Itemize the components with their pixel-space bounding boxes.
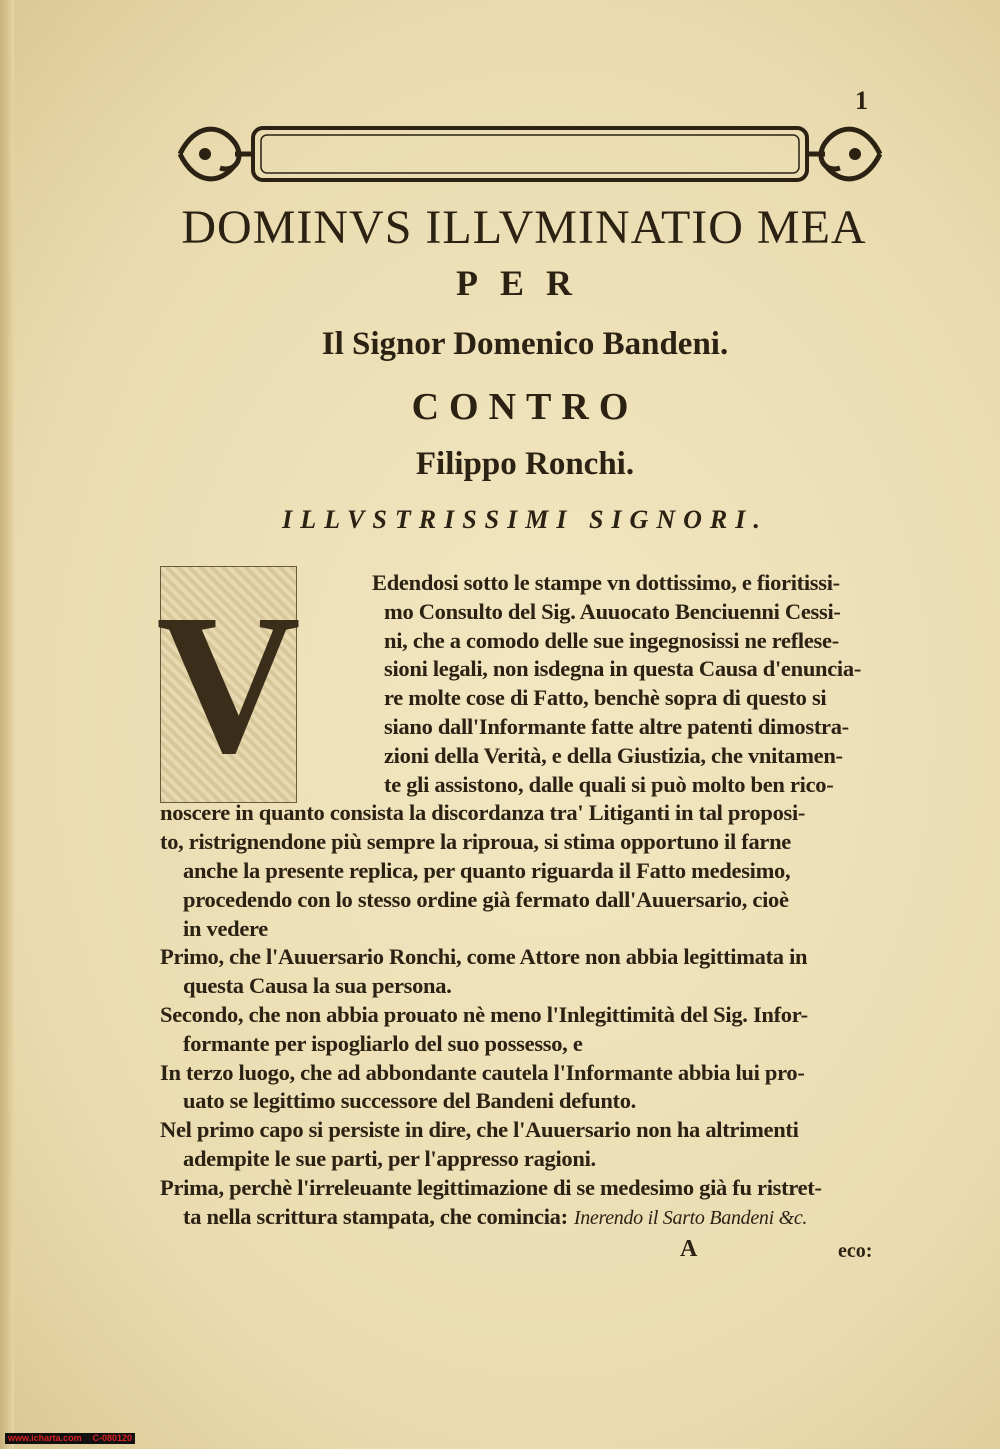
text-line: sioni legali, non isdegna in questa Causa d'enuncia- (384, 656, 862, 682)
text-line: Edendosi sotto le stampe vn dottissimo, e fioritissi- (372, 570, 840, 595)
text-line: siano dall'Informante fatte altre patenti dimostra- (384, 714, 849, 739)
text-line: questa Causa la sua persona. (183, 973, 452, 999)
text-line: noscere in quanto consista la discordanza tra' Litiganti in tal proposi- (160, 800, 806, 826)
text-line: In terzo luogo, che ad abbondante cautela l'Informante abbia lui pro- (160, 1059, 805, 1085)
text-line: adempite le sue parti, per l'appresso ragioni. (183, 1146, 596, 1171)
party-one: Il Signor Domenico Bandeni. (321, 326, 729, 362)
text-line (183, 1204, 807, 1231)
footer-code: C-080120 (92, 1433, 132, 1443)
text-line: in vedere (183, 915, 268, 941)
text-line: ni, che a comodo delle sue ingegnosissi ne reflese- (384, 627, 839, 653)
text-line: Prima, perchè l'irreleuante legittimazione di se medesimo già fu ristret- (160, 1174, 822, 1200)
text-line: procedendo con lo stesso ordine già fermato dall'Auuersario, cioè (183, 886, 789, 912)
text-line: Secondo, che non abbia prouato nè meno l'Inlegittimità del Sig. Infor- (160, 1002, 808, 1027)
signature-mark: A (680, 1236, 698, 1262)
footer-site: www.icharta.com (8, 1433, 82, 1443)
per-heading: PER (456, 263, 594, 303)
text-line: te gli assistono, dalle quali si può molto ben rico- (384, 771, 834, 797)
text-line: to, ristrignendone più sempre la riproua, si stima opportuno il farne (160, 829, 791, 855)
page-number: 1 (855, 86, 868, 115)
party-two: Filippo Ronchi. (415, 446, 635, 482)
text-line: mo Consulto del Sig. Auuocato Benciuenni Cessi- (384, 598, 841, 624)
text-line: formante per ispogliarlo del suo possesso, e (183, 1030, 583, 1056)
contro-heading: CONTRO (411, 386, 639, 428)
text-line: zioni della Verità, e della Giustizia, che vnitamen- (384, 742, 843, 768)
text-line: anche la presente replica, per quanto riguarda il Fatto medesimo, (183, 858, 791, 883)
text-line: Primo, che l'Auuersario Ronchi, come Attore non abbia legittimata in (160, 944, 808, 970)
title: DOMINVS ILLVMINATIO MEA (181, 201, 867, 254)
catchword: eco: (838, 1240, 873, 1262)
drop-cap: V (160, 566, 297, 803)
text-line: Nel primo capo si persiste in dire, che l'Auuersario non ha altrimenti (160, 1117, 799, 1143)
text-line: uato se legittimo successore del Bandeni defunto. (183, 1088, 636, 1114)
salutation: ILLVSTRISSIMI SIGNORI. (282, 505, 768, 534)
text-line: re molte cose di Fatto, benchè sopra di questo si (384, 685, 827, 711)
text-line-content: ta nella scrittura stampata, che comincia: (183, 1203, 568, 1229)
quoted-incipit: Inerendo il Sarto Bandeni &c. (573, 1206, 808, 1229)
footer-label (5, 1433, 135, 1444)
ornamental-headpiece (175, 118, 885, 190)
